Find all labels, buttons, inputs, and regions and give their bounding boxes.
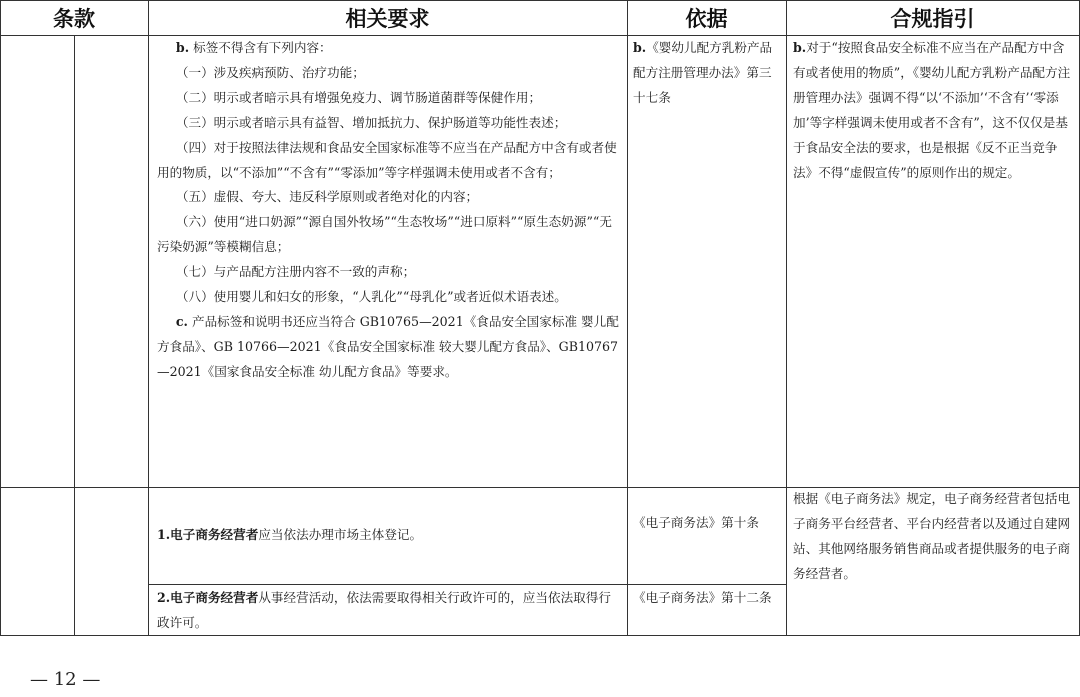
guidance-b-text: 对于“按照食品安全标准不应当在产品配方中含有或者使用的物质”，《婴幼儿配方乳粉产品配方注册管理办法》强调不得“以‘不添加’‘不含有’‘零添加’等字样强调未使用或者不含有”，这不仅仅是基于食品安全法的要求，也是根据《反不正当竞争法》不得“虚假宣传”的原则作出的规定。 <box>793 40 1071 180</box>
req-c-paragraph <box>157 310 621 385</box>
req-b-label: b. <box>175 40 190 55</box>
row1-requirements <box>157 36 621 385</box>
req2-1-paragraph <box>157 523 621 548</box>
req2-1-text: 应当依法办理市场主体登记。 <box>258 527 423 542</box>
req2-1-num: 1. <box>157 527 171 542</box>
row2-basis-1 <box>633 511 781 536</box>
row2-requirement-1 <box>157 523 621 548</box>
table-border-left <box>0 0 1 636</box>
req-item-6: （六）使用“进口奶源”“源自国外牧场”“生态牧场”“进口原料”“原生态奶源”“无污染奶源”等模糊信息； <box>157 214 612 255</box>
col-divider-requirements <box>627 0 628 636</box>
row2-requirement-2 <box>157 586 621 636</box>
col-divider-clause-mid <box>74 36 75 636</box>
basis2-1-text: 《电子商务法》第十条 <box>633 515 759 530</box>
req2-1-bold: 电子商务经营者 <box>170 527 259 542</box>
guidance-b-paragraph <box>793 36 1073 185</box>
subrow-divider <box>148 584 786 585</box>
req-item-5: （五）虚假、夸大、违反科学原则或者绝对化的内容； <box>175 189 479 205</box>
req2-2-num: 2. <box>157 590 171 605</box>
col-divider-clause <box>148 0 149 636</box>
req-item-2: （二）明示或者暗示具有增强免疫力、调节肠道菌群等保健作用； <box>175 89 542 105</box>
req-c-label: c. <box>175 313 188 329</box>
page-number: — 12 — <box>30 669 101 690</box>
req-c-text: 产品标签和说明书还应当符合 GB10765—2021《食品安全国家标准 婴儿配方食品》、GB 10766—2021《食品安全国家标准 较大婴儿配方食品》、GB10767—2021《国家食品安全标准 幼儿配方食品》等要求。 <box>157 313 619 379</box>
basis-b-text: 《婴幼儿配方乳粉产品配方注册管理办法》第三十七条 <box>633 40 773 105</box>
row2-guidance <box>793 487 1073 587</box>
row2-basis-2 <box>633 586 781 611</box>
header-guidance: 合规指引 <box>890 7 975 31</box>
guidance2-text: 根据《电子商务法》规定，电子商务经营者包括电子商务平台经营者、平台内经营者以及通过自建网站、其他网络服务销售商品或者提供服务的电子商务经营者。 <box>793 491 1071 581</box>
guidance-b-label: b. <box>793 40 807 55</box>
req-item-3: （三）明示或者暗示具有益智、增加抵抗力、保护肠道等功能性表述； <box>175 114 567 130</box>
basis2-2-text: 《电子商务法》第十二条 <box>633 590 772 605</box>
basis-b-paragraph <box>633 36 781 111</box>
req-item-1: （一）涉及疾病预防、治疗功能； <box>175 64 365 80</box>
req-b-intro-text: 标签不得含有下列内容： <box>193 40 332 55</box>
col-divider-basis <box>786 0 787 636</box>
header-basis: 依据 <box>685 7 728 31</box>
header-requirements: 相关要求 <box>345 7 430 31</box>
header-clause: 条款 <box>53 7 95 31</box>
req-item-8: （八）使用婴儿和妇女的形象，“人乳化”“母乳化”或者近似术语表述。 <box>175 289 567 305</box>
req-item-4: （四）对于按照法律法规和食品安全国家标准等不应当在产品配方中含有或者使用的物质，以“不添加”“不含有”“零添加”等字样强调未使用或者不含有； <box>157 139 617 180</box>
row1-guidance <box>793 36 1073 185</box>
row1-basis <box>633 36 781 111</box>
req2-2-bold: 电子商务经营者 <box>170 590 259 605</box>
req-item-7: （七）与产品配方注册内容不一致的声称； <box>175 264 416 280</box>
req-b-intro <box>157 36 621 61</box>
basis-b-label: b. <box>633 40 647 55</box>
req2-2-paragraph <box>157 586 621 636</box>
req2-2-text: 从事经营活动，依法需要取得相关行政许可的，应当依法取得行政许可。 <box>157 590 611 630</box>
